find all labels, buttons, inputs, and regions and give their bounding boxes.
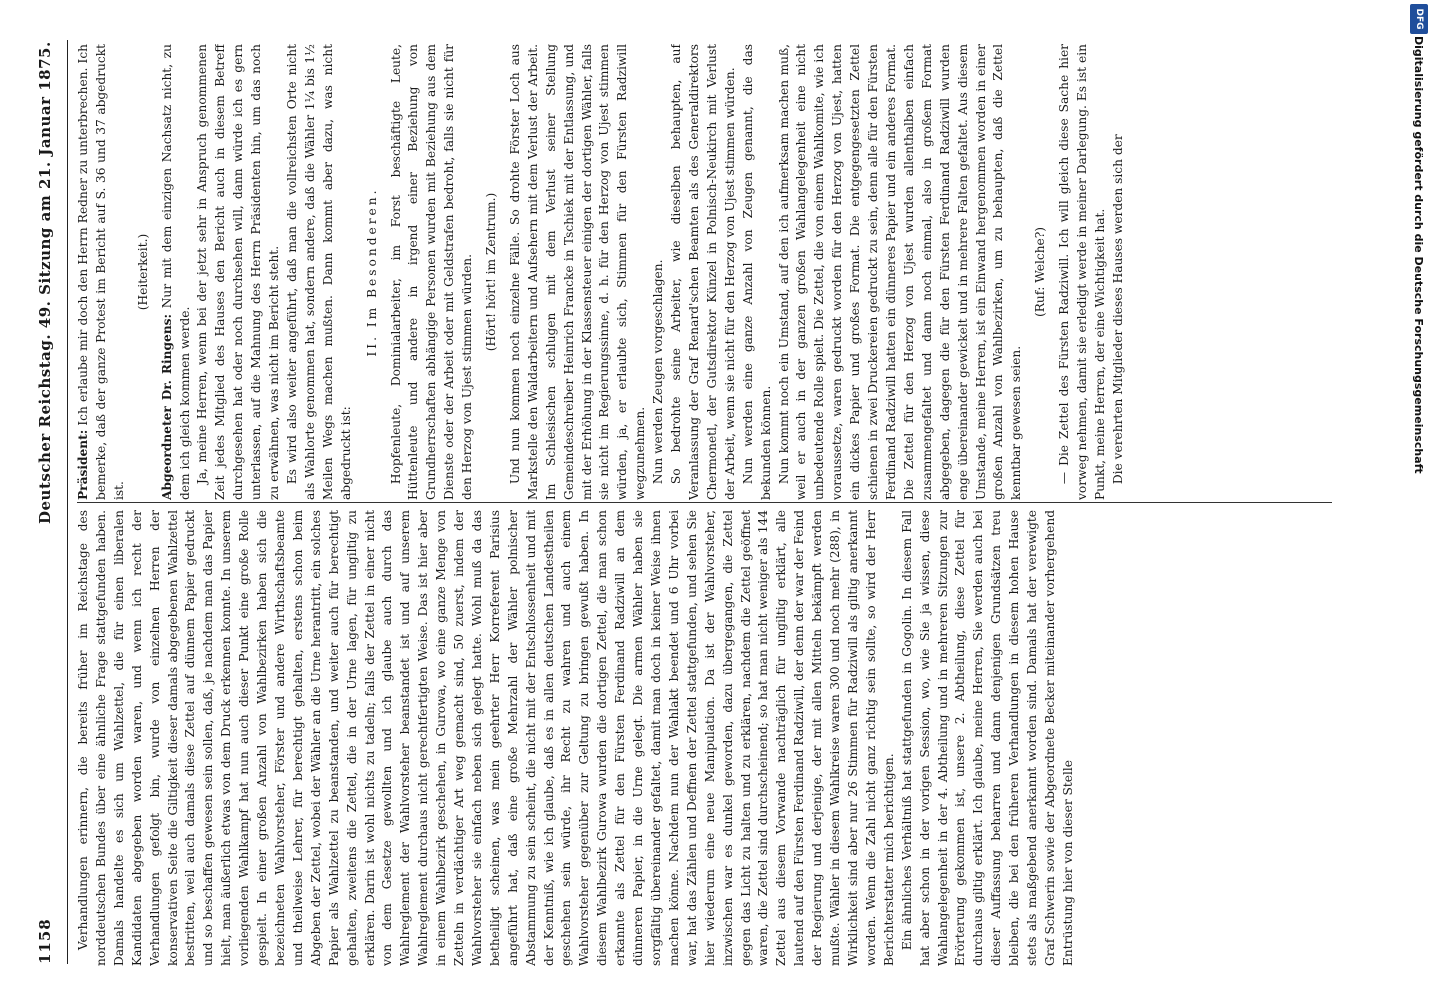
paragraph-text: Die verehrten Mitglieder dieses Hauses werden sich der: [1110, 134, 1125, 485]
speech-paragraph: [159, 44, 195, 500]
section-heading: [364, 44, 382, 500]
paragraph-text: Es wird also weiter angeführt, daß man die vollreichsten Orte nicht als Wahlorte genommen hat, sondern andere, daß die Wähler 1¼ bis 1½ Meilen Wegs machen mußten. Dann kommt aber dazu, was nicht abgedruckt ist:: [284, 44, 353, 500]
body-paragraph: [776, 44, 1027, 500]
right-column: [75, 510, 1340, 966]
body-paragraph: [194, 44, 284, 500]
dfg-logo-text: DFG: [1414, 8, 1424, 30]
paragraph-text: Nun kommt noch ein Umstand, auf den ich aufmerksam machen muß, weil er auch in der ganzen großen Wahlangelegenheit eine nicht unbedeutende Rolle spielt. Die Zettel, die von einem Wahlkomite, wie ich voraussetze, waren gedruckt worden für den Herzog von Ujest, hatten ein dickes Papier und großes Format. Die entgegengesetzten Zettel schienen in zwei Druckereien gedruckt zu sein, denn alle für den Fürsten Ferdinand Radziwill hatten ein dünneres Papier und ein anderes Format. Die Zettel für den Herzog von Ujest wurden allenthalben einfach zusammengefaltet und dann noch einmal, also in großem Format abgegeben, dagegen die für den Fürsten Ferdinand Radziwill wurden enge übereinander gewickelt und in mehrere Falten gefaltet. Aus diesem Umstande, meine Herren, ist ein Einwand hergenommen worden in einer großen Anzahl von Wahlbezirken, um zu behaupten, daß die Zettel kenntbar gewesen seien.: [776, 44, 1024, 500]
interjection-text: (Heiterkeit.): [135, 233, 150, 311]
speech-text: Nur mit dem einzigen Nachsatz nicht, zu dem ich gleich kommen werde.: [159, 44, 192, 500]
body-paragraph: [668, 44, 740, 500]
paragraph-text: Ja, meine Herren, wenn bei der jetzt sehr in Anspruch genommenen Zeit jedes Mitglied des Hauses den Bericht auch in diesem Betreff durchgesehen hat oder noch durchsehen will, dann würde ich es gern unterlassen, auf die Mahnung des Herrn Präsidenten hin, um das noch zu erwähnen, was nicht im Bericht steht.: [195, 44, 282, 500]
interjection-text: (Ruf: Welche?): [1033, 226, 1048, 318]
speech-text: Ich erlaube mir doch den Herrn Redner zu unterbrechen. Ich bemerke, daß der ganze Protest im Bericht auf S. 36 und 37 abgedruckt ist.: [76, 44, 126, 500]
body-paragraph: [75, 510, 899, 966]
speaker-name: Präsident:: [76, 429, 90, 500]
body-paragraph: [284, 44, 356, 500]
body-paragraph: [388, 44, 478, 500]
digitization-note: [1408, 36, 1428, 966]
paragraph-text: Ein ähnliches Verhältniß hat stattgefunden in Gogolin. In diesem Fall hat aber schon in der vorigen Session, wo, wie Sie ja wissen, diese Wahlangelegenheit in der 4. Abtheilung und in mehreren Sitzungen zur Erörterung gekommen ist, unsere 2. Abtheilung, diese Zettel für durchaus giltig erklärt. Ich glaube, meine Herren, Sie werden auch bei dieser Auffassung beharren und dann denjenigen Grundsätzen treu bleiben, die bei den früheren Verhandlungen in diesem hohen Hause stets als maßgebend anerkannt worden sind. Damals hat der verewigte Graf Schwerin sowie der Abgeordnete Becker miteinander vorhergehend Entrüstung hier von dieser Stelle: [899, 510, 1075, 966]
section-heading-text: II. Im Besonderen.: [364, 187, 379, 357]
paragraph-text: Verhandlungen erinnern, die bereits früher im Reichstage des norddeutschen Bundes über eine ähnliche Frage stattgefunden haben. Damals handelte es sich um Wahlzettel, die für einen liberalen Kandidaten abgegeben worden waren, und wenn ich recht der Verhandlungen gefolgt bin, wurde von einzelnen Herren der konservativen Seite die Giltigkeit dieser damals abgegebenen Wahlzettel bestritten, weil auch damals diese Zettel auf dünnem Papier gedruckt und so beschaffen gewesen sein sollen, daß, je nachdem man das Papier hielt, man äußerlich etwas von dem Druck erkennen konnte. In unserem vorliegenden Wahlkampf hat nun auch dieser Punkt eine große Rolle gespielt. In einer großen Anzahl von Wahlbezirken haben sich die bezeichneten Wahlvorsteher, Förster und andere Wirthschaftsbeamte und theilweise Lehrer, für berechtigt gehalten, erstens schon beim Abgeben der Zettel, wobei der Wähler an die Urne herantritt, ein solches Papier als Wahlzettel zu beanstanden, und weiter auch für berechtigt gehalten, zweitens die Zettel, die in der Urne lagen, für ungiltig zu erklären. Darin ist wohl nichts zu tadeln; falls der Zettel in einer nicht von dem Gesetze gewollten und ich glaube auch durch das Wahlreglement der Wahlvorsteher beanstandet ist und auf unserem Wahlreglement durchaus nicht gerechtfertigten Weise. Das ist hier aber in einem Wahlbezirk geschehen, in Gurowa, wo eine ganze Menge von Zetteln in verdächtiger Art weg gemacht sind, 50 zuerst, indem der Wahlvorsteher sie einfach neben sich gelegt hatte. Wohl muß da das betheiligt scheinen, was mein geehrter Herr Korreferent Parisius angeführt hat, daß eine große Mehrzahl der Wähler polnischer Abstammung zu sein scheint, die nicht mit der Entschlossenheit und mit der Kenntniß, wie ich glaube, daß es in allen deutschen Landestheilen geschehen sein würde, ihr Recht zu wahren und auch einem Wahlvorsteher gegenüber zur Geltung zu bringen gewußt haben. In diesem Wahlbezirk Gurowa wurden die dortigen Zettel, die man schon erkannte als Zettel für den Fürsten Ferdinand Radziwill an dem dünneren Papier, in die Urne gelegt. Die armen Wähler haben sie sorgfältig übereinander gefaltet, damit man doch in keiner Weise ihnen machen könne. Nachdem nun der Wahlakt beendet und 6 Uhr vorbei war, hat das Zählen und Deffnen der Zettel stattgefunden, und sehen Sie hier wiederum eine neue Manipulation. Da ist der Wahlvorsteher, inzwischen war es dunkel geworden, dazu übergegangen, die Zettel gegen das Licht zu halten und zu erklären, nachdem die Zettel geöffnet waren, die Zettel sind durchscheinend; so hat man nicht weniger als 144 Zettel aus diesem Vorwande nachträglich für ungiltig erklärt, alle lautend auf den Fürsten Ferdinand Radziwill, der denn der war der Feind der Regierung und derjenige, der mit allen Mitteln bekämpft werden mußte. Wähler in diesem Wahlkreise waren 300 und noch mehr (288), in Wirklichkeit sind aber nur 26 Stimmen für Radziwill als giltig anerkannt worden. Wenn die Zahl nicht ganz richtig sein sollte, so wird der Herr Berichterstatter mich berichtigen.: [76, 510, 896, 966]
interjection: [483, 44, 501, 500]
paragraph-text: Nun werden eine ganze Anzahl von Zeugen genannt, die das bekunden können.: [740, 44, 773, 500]
paragraph-text: Nun werden Zeugen vorgeschlagen.: [651, 259, 666, 485]
body-paragraph: [1110, 44, 1128, 500]
interjection: [135, 44, 153, 500]
page-number: 1158: [36, 918, 54, 964]
running-title: Deutscher Reichstag. 49. Sitzung am 21. Januar 1875.: [36, 41, 54, 524]
header-rule: [67, 40, 68, 964]
interjection-text: (Hört! hört! im Zentrum.): [484, 192, 499, 352]
column-divider: [77, 502, 1332, 503]
interjection: [1032, 44, 1050, 500]
body-paragraph: [650, 44, 668, 500]
body-paragraph: [740, 44, 776, 500]
paragraph-text: Und nun kommen noch einzelne Fälle. So drohte Förster Loch aus Markstelle den Waldarbeitern und Aufsehern mit dem Verlust der Arbeit. Im Schlesischen schlugen mit dem Verlust seiner Stellung Gemeindeschreiber Heinrich Francke in Tschiek mit der Entlassung, und mit der Erhöhung in der Klassensteuer einigen der dortigen Wähler, falls sie nicht im Regierungssinne, d. h. für den Herzog von Ujest stimmen würden, ja, er erlaubte sich, Stimmen für den Fürsten Radziwill wegzunehmen.: [507, 44, 648, 500]
paragraph-text: — Die Zettel des Fürsten Radziwill. Ich will gleich diese Sache hier vorweg nehmen, damit sie erledigt werde in meiner Darlegung. Es ist ein Punkt, meine Herren, der eine Wichtigkeit hat.: [1057, 44, 1107, 500]
page-header: [28, 40, 64, 964]
dfg-logo[interactable]: [1410, 4, 1428, 34]
left-column: [75, 44, 1340, 500]
speech-paragraph: [75, 44, 129, 500]
body-paragraph: [899, 510, 1078, 966]
paragraph-text: So bedrohte seine Arbeiter, wie dieselben behaupten, auf Veranlassung der Graf Renard'schen Beamten als des Generaldirektors Chermonetl, der Gutsdirektor Künzel in Polnisch-Neukirch mit Verlust der Arbeit, wenn sie nicht für den Herzog von Ujest stimmen würden.: [669, 44, 737, 500]
paragraph-text: Hopfenleute, Dominialarbeiter, im Forst beschäftigte Leute, Hüttenleute und andere in irgend einer Beziehung von Grundherrschaften abhängige Personen wurden mit Beziehung aus dem Dienste oder der Arbeit oder mit Geldstrafen bedroht, falls sie nicht für den Herzog von Ujest stimmen würden.: [388, 44, 475, 500]
body-paragraph: [507, 44, 650, 500]
speaker-name: Abgeordneter Dr. Ringens:: [159, 313, 174, 500]
body-paragraph: [1056, 44, 1110, 500]
digitization-note-text: Digitalisierung gefördert durch die Deutsche Forschungsgemeinschaft: [1412, 36, 1425, 474]
